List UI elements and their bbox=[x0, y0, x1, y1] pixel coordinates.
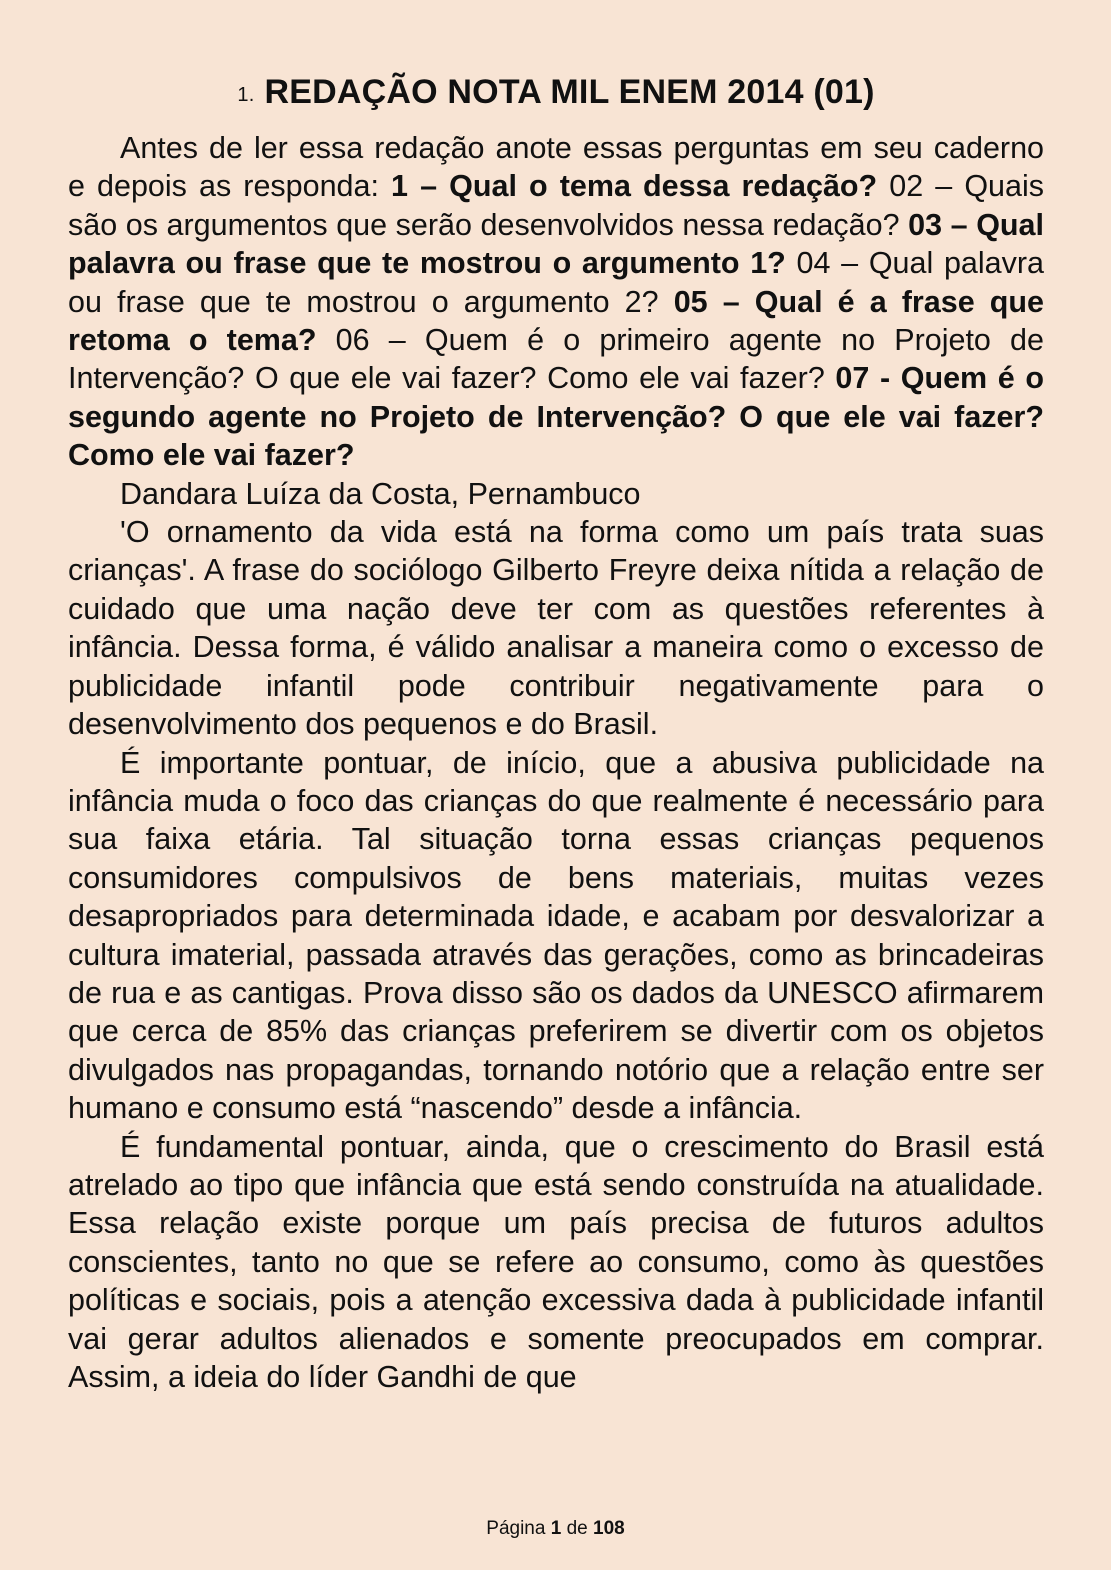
intro-segment: 04 – Qual palavra ou frase que te mostrou o argumento 2? bbox=[68, 246, 1045, 319]
intro-question: 03 – Qual palavra ou frase que te mostrou o argumento 1? bbox=[68, 207, 1044, 281]
document-title bbox=[68, 66, 1044, 121]
essay-author: Dandara Luíza da Costa, Pernambuco bbox=[120, 476, 641, 511]
intro-question: 1 – Qual o tema dessa redação? bbox=[391, 169, 878, 204]
page-label: Página bbox=[486, 1518, 546, 1539]
page-current: 1 bbox=[550, 1518, 562, 1539]
title-number: 1. bbox=[237, 84, 255, 106]
intro-question: 05 – Qual é a frase que retoma o tema? bbox=[68, 284, 1044, 358]
document-page bbox=[68, 66, 1044, 1396]
title-text: REDAÇÃO NOTA MIL ENEM 2014 (01) bbox=[264, 73, 875, 111]
intro-segment: 06 – Quem é o primeiro agente no Projeto de Intervenção? O que ele vai fazer? Como ele vai fazer? bbox=[68, 323, 1044, 396]
intro-paragraph bbox=[68, 129, 1044, 475]
essay-paragraph-2: É importante pontuar, de início, que a abusiva publicidade na infância muda o foco das crianças do que realmente é necessário para sua faixa etária. Tal situação torna essas crianças pequenos consumidores compulsivos de bens materiais, muitas vezes desapropriados para determinada idade, e acabam por desvalorizar a cultura imaterial, passada através das gerações, como as brincadeiras de rua e as cantigas. Prova disso são os dados da UNESCO afirmarem que cerca de 85% das crianças preferirem se divertir com os objetos divulgados nas propagandas, tornando notório que a relação entre ser humano e consumo está “nascendo” desde a infância. bbox=[68, 745, 1044, 1126]
page-total: 108 bbox=[593, 1518, 625, 1539]
page-footer bbox=[0, 1518, 1111, 1540]
intro-segment: Antes de ler essa redação anote essas perguntas em seu caderno e depois as responda: bbox=[68, 131, 1044, 204]
intro-question: 07 - Quem é o segundo agente no Projeto de Intervenção? O que ele vai fazer? Como ele vai fazer? bbox=[68, 361, 1044, 473]
essay-paragraph-1: 'O ornamento da vida está na forma como um país trata suas crianças'. A frase do sociólogo Gilberto Freyre deixa nítida a relação de cuidado que uma nação deve ter com as questões referentes à infância. Dessa forma, é válido analisar a maneira como o excesso de publicidade infantil pode contribuir negativamente para o desenvolvimento dos pequenos e do Brasil. bbox=[68, 515, 1044, 742]
page-separator: de bbox=[566, 1518, 588, 1539]
essay-paragraph-3: É fundamental pontuar, ainda, que o crescimento do Brasil está atrelado ao tipo que infância que está sendo construída na atualidade. Essa relação existe porque um país precisa de futuros adultos conscientes, tanto no que se refere ao consumo, como às questões políticas e sociais, pois a atenção excessiva dada à publicidade infantil vai gerar adultos alienados e somente preocupados em comprar. Assim, a ideia do líder Gandhi de que bbox=[68, 1129, 1044, 1394]
intro-segment: 02 – Quais são os argumentos que serão desenvolvidos nessa redação? bbox=[68, 169, 1044, 242]
